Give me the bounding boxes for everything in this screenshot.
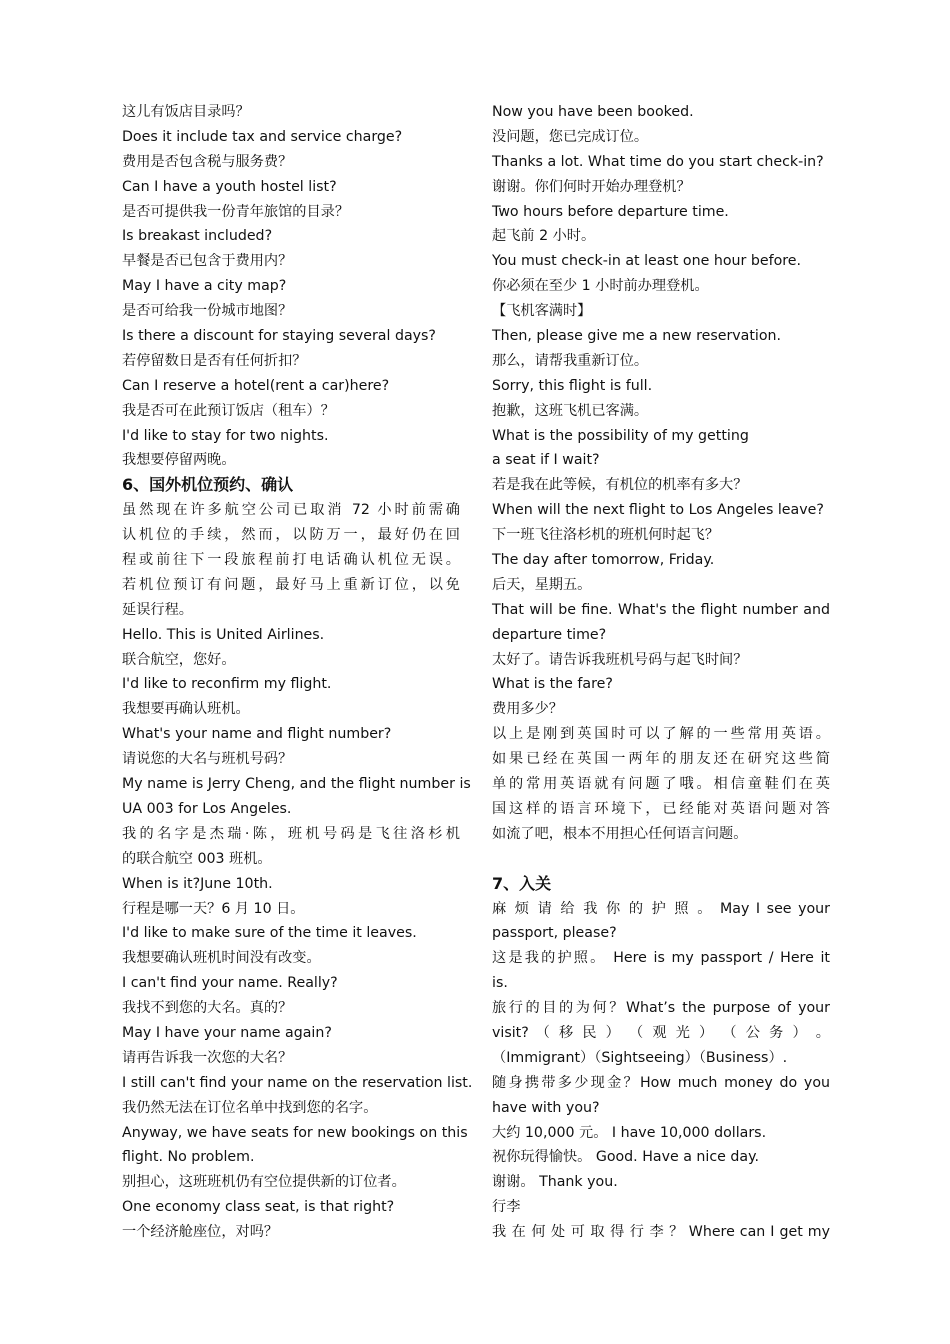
left-text-line: I'd like to make sure of the time it leaves.	[122, 925, 417, 942]
right-text-line: 若是我在此等候，有机位的机率有多大？	[492, 477, 748, 494]
right-text-line: 单的常用英语就有问题了哦。相信童鞋们在英	[492, 776, 830, 793]
right-text-line: a seat if I wait?	[492, 452, 600, 469]
left-text-line: flight. No problem.	[122, 1149, 255, 1166]
right-text-line: 如流了吧，根本不用担心任何语言问题。	[492, 825, 748, 842]
left-text-line: 行程是哪一天？6 月 10 日。	[122, 900, 305, 917]
left-text-line: 早餐是否已包含于费用内？	[122, 253, 293, 270]
right-text-line: （Immigrant）（Sightseeing）（Business）.	[492, 1049, 788, 1066]
right-text-line: passport, please?	[492, 925, 617, 942]
left-text-line: Anyway, we have seats for new bookings on this	[122, 1124, 468, 1141]
left-text-line: I still can't find your name on the reservation list.	[122, 1074, 473, 1091]
left-text-line: 认机位的手续，然而，以防万一，最好仍在回	[122, 527, 460, 544]
left-text-line: Hello. This is United Airlines.	[122, 626, 325, 643]
left-text-line: 请说您的大名与班机号码？	[122, 751, 293, 768]
right-text-line: Two hours before departure time.	[492, 203, 729, 220]
right-text-line: 抱歉，这班飞机已客满。	[492, 402, 649, 419]
left-text-line: 别担心，这班班机仍有空位提供新的订位者。	[122, 1174, 406, 1191]
right-text-line: 后天，星期五。	[492, 576, 592, 593]
right-text-line: 你必须在至少 1 小时前办理登机。	[492, 278, 709, 295]
left-text-line: May I have a city map?	[122, 278, 287, 295]
left-text-line: 程或前往下一段旅程前打电话确认机位无误。	[122, 552, 460, 569]
right-text-line: Thanks a lot. What time do you start check-in?	[492, 153, 824, 170]
left-text-line: What's your name and flight number?	[122, 726, 392, 743]
right-text-line: 大约 10,000 元。 I have 10,000 dollars.	[492, 1124, 767, 1141]
right-text-line: 这是我的护照。 Here is my passport / Here it	[492, 950, 830, 967]
right-blank-line	[492, 847, 830, 872]
left-text-line: 我想要确认班机时间没有改变。	[122, 950, 321, 967]
left-text-line: My name is Jerry Cheng, and the flight number is	[122, 776, 471, 793]
right-text-line: visit? （ 移 民 ） （ 观 光 ） （ 公 务 ） 。	[492, 1024, 830, 1041]
right-text-line: 行李	[492, 1199, 521, 1216]
right-text-line: What is the fare?	[492, 676, 613, 693]
right-text-line: 随身携带多少现金？How much money do you	[492, 1074, 830, 1091]
left-text-line: I'd like to stay for two nights.	[122, 427, 329, 444]
right-text-line: Then, please give me a new reservation.	[492, 328, 782, 345]
left-text-line: 费用是否包含税与服务费？	[122, 153, 293, 170]
left-text-line: 是否可提供我一份青年旅馆的目录？	[122, 203, 350, 220]
left-text-line: 这儿有饭店目录吗？	[122, 104, 250, 120]
right-text-line: 祝你玩得愉快。 Good. Have a nice day.	[492, 1149, 759, 1166]
left-text-line: 联合航空，您好。	[122, 651, 236, 668]
left-text-line: Is there a discount for staying several days?	[122, 328, 436, 345]
right-text-line: 没问题，您已完成订位。	[492, 128, 649, 145]
left-text-line: I'd like to reconfirm my flight.	[122, 676, 332, 693]
right-text-line: That will be fine. What's the flight number and	[492, 601, 830, 618]
left-text-line: Can I have a youth hostel list?	[122, 178, 337, 195]
left-text-line: UA 003 for Los Angeles.	[122, 800, 292, 817]
left-section-heading: 6、国外机位预约、确认	[122, 475, 294, 495]
right-text-line: have with you?	[492, 1099, 600, 1116]
left-text-line: 虽然现在许多航空公司已取消 72 小时前需确	[122, 502, 460, 519]
right-text-line: Sorry, this flight is full.	[492, 377, 653, 394]
left-text-line: One economy class seat, is that right?	[122, 1199, 395, 1216]
right-text-line: 我 在 何 处 可 取 得 行 李 ？ Where can I get my	[492, 1224, 830, 1241]
left-text-line: Does it include tax and service charge?	[122, 128, 403, 145]
left-text-line: 我是否可在此预订饭店（租车）？	[122, 402, 335, 419]
right-text-line: When will the next flight to Los Angeles leave?	[492, 502, 824, 519]
right-text-line: 旅行的目的为何？What’s the purpose of your	[492, 1000, 830, 1017]
right-text-line: 国这样的语言环境下，已经能对英语问题对答	[492, 800, 830, 817]
left-text-line: 若停留数日是否有任何折扣？	[122, 352, 307, 369]
right-text-line: You must check-in at least one hour before.	[492, 253, 802, 270]
right-text-line: What is the possibility of my getting	[492, 427, 749, 444]
left-text-line: 我的名字是杰瑞·陈，班机号码是飞往洛杉机	[122, 825, 460, 842]
right-text-line: 如果已经在英国一两年的朋友还在研究这些简	[492, 751, 830, 768]
left-text-line: May I have your name again?	[122, 1024, 332, 1041]
left-text-line: 是否可给我一份城市地图？	[122, 303, 293, 320]
left-text-column	[122, 100, 473, 1245]
left-text-line: 我想要停留两晚。	[122, 452, 236, 469]
right-text-line: 谢谢。你们何时开始办理登机？	[492, 178, 691, 195]
left-text-line: 请再告诉我一次您的大名？	[122, 1049, 293, 1066]
right-text-line: 费用多少？	[492, 701, 563, 718]
right-text-line: 那么，请帮我重新订位。	[492, 352, 649, 369]
left-text-line: 的联合航空 003 班机。	[122, 850, 272, 867]
left-text-line: 我想要再确认班机。	[122, 701, 250, 718]
left-text-line: 我找不到您的大名。真的？	[122, 1000, 293, 1017]
left-text-line: 若机位预订有问题，最好马上重新订位，以免	[122, 576, 460, 593]
right-text-line: 麻 烦 请 给 我 你 的 护 照 。 May I see your	[492, 900, 830, 917]
right-text-line: 以上是刚到英国时可以了解的一些常用英语。	[492, 726, 830, 743]
right-text-line: 【飞机客满时】	[492, 303, 592, 320]
left-text-line: 一个经济舱座位，对吗？	[122, 1224, 279, 1241]
left-text-line: I can't find your name. Really?	[122, 975, 338, 992]
right-text-line: 起飞前 2 小时。	[492, 228, 596, 245]
right-text-line: is.	[492, 975, 508, 992]
right-text-line: Now you have been booked.	[492, 104, 694, 120]
left-text-line: 延误行程。	[122, 601, 193, 618]
right-text-column	[492, 100, 830, 1245]
right-section-heading: 7、入关	[492, 873, 552, 893]
right-text-line: 谢谢。 Thank you.	[492, 1174, 618, 1191]
left-text-line: Is breakast included?	[122, 228, 273, 245]
left-text-line: When is it?June 10th.	[122, 875, 273, 892]
right-text-line: 下一班飞往洛杉机的班机何时起飞？	[492, 527, 720, 544]
right-text-line: departure time?	[492, 626, 607, 643]
right-text-line: 太好了。请告诉我班机号码与起飞时间？	[492, 651, 748, 668]
right-text-line: The day after tomorrow, Friday.	[492, 552, 715, 569]
left-text-line: Can I reserve a hotel(rent a car)here?	[122, 377, 390, 394]
left-text-line: 我仍然无法在订位名单中找到您的名字。	[122, 1099, 378, 1116]
